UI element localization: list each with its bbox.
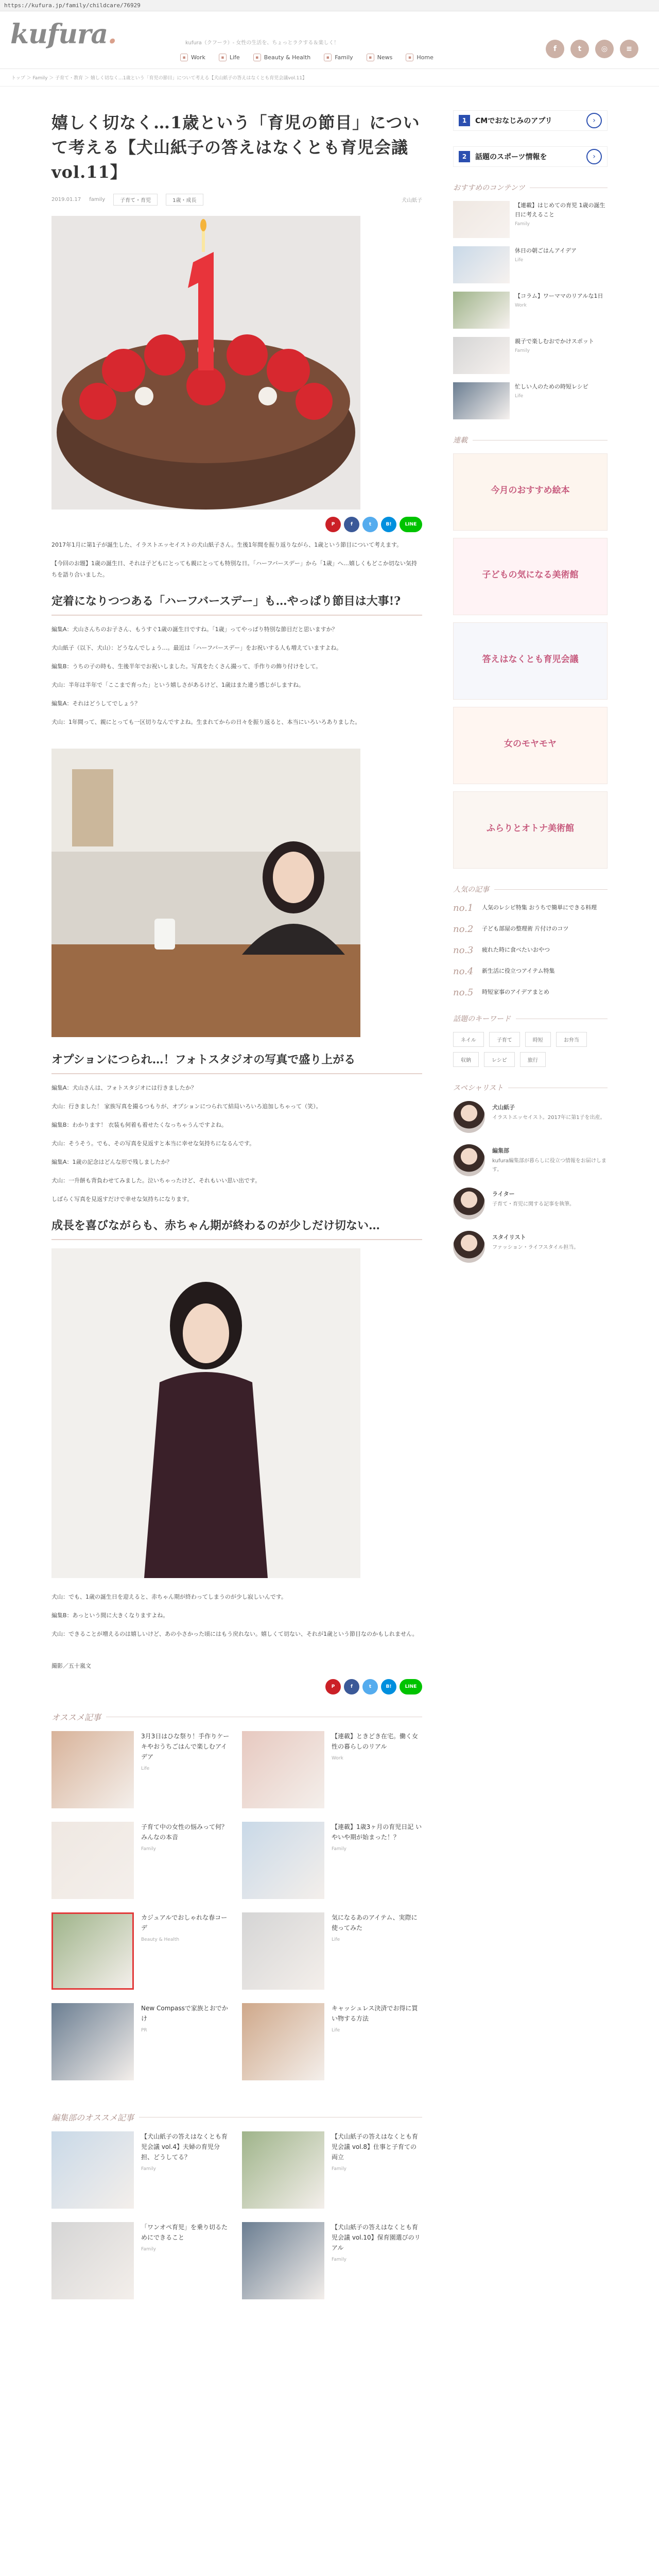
woman-at-table-photo — [51, 749, 360, 1037]
banner-item[interactable] — [453, 538, 608, 615]
ranking-item[interactable] — [453, 903, 608, 913]
section-heading: オプションにつられ…！フォトスタジオの写真で盛り上がる — [51, 1050, 422, 1074]
instagram-icon[interactable]: ◎ — [595, 40, 614, 58]
editors-heading: 編集部のオススメ記事 — [51, 2111, 422, 2123]
editors-item[interactable] — [51, 2131, 232, 2209]
recommend-title[interactable]: キャッシュレス決済でお得に買い物する方法 — [332, 2005, 418, 2022]
banner-item[interactable] — [453, 622, 608, 700]
editors-title[interactable]: 【犬山紙子の答えはなくとも育児会議 vol.8】仕事と子育ての両立 — [332, 2133, 419, 2161]
banner-title: 子どもの気になる美術館 — [482, 570, 579, 580]
pick-item[interactable] — [453, 337, 608, 374]
person-desc: ファッション・ライフスタイル担当。 — [492, 1245, 579, 1250]
person-item[interactable] — [453, 1144, 608, 1176]
woman-portrait-photo — [51, 1248, 360, 1578]
person-name[interactable]: 犬山紙子 — [492, 1104, 515, 1111]
recommend-thumb[interactable] — [242, 1731, 324, 1808]
recommend-thumb[interactable] — [51, 1912, 134, 1990]
editors-title[interactable]: 「ワンオペ育児」を乗り切るためにできること — [141, 2224, 228, 2241]
line-icon[interactable]: LINE — [400, 1679, 422, 1694]
social-links — [546, 40, 638, 58]
leaf-icon: ▪ — [219, 54, 227, 61]
ranking-item[interactable] — [453, 924, 608, 935]
editors-title[interactable]: 【犬山紙子の答えはなくとも育児会議 vol.10】保育園選びのリアル — [332, 2224, 421, 2251]
pick-item[interactable] — [453, 201, 608, 238]
body-paragraph: 犬山：そうそう。でも、その写真を見返すと本当に幸せな気持ちになるんです。 — [51, 1140, 255, 1147]
pick-item[interactable] — [453, 292, 608, 329]
pick-category: Family — [515, 348, 530, 353]
recommend-text-box — [141, 1912, 232, 1990]
ad-item[interactable] — [453, 146, 608, 167]
briefcase-icon: ▪ — [180, 54, 188, 61]
keyword-chip[interactable]: レシピ — [484, 1052, 515, 1067]
rank-number: no.2 — [453, 924, 474, 935]
keyword-chip[interactable]: 子育て — [489, 1032, 520, 1047]
ranking-item[interactable] — [453, 966, 608, 977]
pinterest-icon[interactable]: P — [325, 1679, 341, 1694]
pick-title[interactable]: 休日の朝ごはんアイデア — [515, 247, 577, 254]
body-paragraph: 犬山：できることが増えるのは嬉しいけど、あの小さかった頃にはもう戻れない。嬉しくて切ない、それが1歳という節目なのかもしれません。 — [51, 1631, 418, 1637]
banners-heading: 連載 — [453, 435, 608, 445]
pick-thumb — [453, 292, 510, 329]
recommend-text-box — [332, 1731, 422, 1808]
hero-image — [51, 216, 360, 510]
recommend-item[interactable] — [242, 2003, 422, 2080]
home-icon: ▪ — [406, 54, 413, 61]
nav-label: Life — [229, 54, 240, 61]
recommend-grid — [51, 1731, 422, 2080]
tag-chip[interactable]: 1歳・成長 — [166, 194, 203, 206]
recommend-item[interactable] — [51, 1731, 232, 1808]
line-icon[interactable]: LINE — [400, 517, 422, 532]
keyword-chip[interactable]: 旅行 — [520, 1052, 546, 1067]
pick-text-box — [515, 201, 608, 238]
keyword-chip[interactable]: ネイル — [453, 1032, 484, 1047]
article-body — [51, 539, 422, 1672]
editors-tag: Family — [141, 2166, 156, 2172]
recommend-item[interactable] — [51, 2003, 232, 2080]
banner-title: 今月のおすすめ絵本 — [491, 485, 570, 496]
recommend-item[interactable] — [242, 1822, 422, 1899]
main-nav — [180, 54, 433, 61]
recommend-tag: PR — [141, 2028, 147, 2033]
editors-thumb[interactable] — [51, 2222, 134, 2299]
editors-tag: Family — [332, 2257, 346, 2262]
nav-label: Home — [417, 54, 433, 61]
pick-category: Family — [515, 222, 530, 227]
interview-photo — [51, 749, 360, 1037]
avatar — [453, 1101, 485, 1133]
editors-tag: Family — [141, 2247, 156, 2252]
recommend-tag: Life — [141, 1766, 150, 1771]
rank-title[interactable]: 新生活に役立つアイテム特集 — [482, 968, 555, 974]
editors-thumb[interactable] — [51, 2131, 134, 2209]
chevron-right-icon[interactable]: › — [586, 149, 602, 164]
pick-text-box — [515, 292, 603, 329]
url-bar[interactable]: https://kufura.jp/family/childcare/76929 — [0, 0, 659, 11]
recommend-text-box — [141, 2003, 232, 2080]
banner-item[interactable] — [453, 453, 608, 531]
rank-title[interactable]: 人気のレシピ特集 おうちで簡単にできる料理 — [482, 904, 597, 911]
body-paragraph: 犬山：行きました！ 家族写真を撮るつもりが、オプションにつられて結局いろいろ追加しちゃって（笑）。 — [51, 1103, 322, 1110]
article-date: 2019.01.17 — [51, 197, 81, 202]
body-paragraph: 編集A：犬山さんちのお子さん、もうすぐ1歳の誕生日ですね。「1歳」ってやっぱり特別な節目だと思いますか？ — [51, 626, 338, 633]
logo-text: kufura — [10, 19, 108, 50]
banner-list — [453, 453, 608, 869]
site-header — [0, 11, 659, 69]
person-item[interactable] — [453, 1101, 608, 1133]
banner-item[interactable] — [453, 707, 608, 784]
nav-label: Family — [335, 54, 353, 61]
recommend-tag: Family — [332, 1846, 346, 1852]
people-heading: スペシャリスト — [453, 1082, 608, 1093]
nav-item-news[interactable] — [367, 54, 393, 61]
ranking-list — [453, 903, 608, 998]
editors-grid — [51, 2131, 422, 2299]
body-paragraph: 犬山：一升餅も背負わせてみました。泣いちゃったけど、それもいい思い出です。 — [51, 1177, 261, 1184]
banner-title: 女のモヤモヤ — [504, 739, 557, 749]
editors-text-box — [332, 2222, 422, 2299]
body-paragraph: 犬山：1年間って、親にとっても一区切りなんですよね。生まれてからの日々を振り返ると、本当にいろいろありました。 — [51, 719, 361, 725]
recommend-thumb[interactable] — [51, 1731, 134, 1808]
ad-number: 2 — [459, 151, 470, 162]
portrait-photo — [51, 1248, 360, 1578]
article-category[interactable]: family — [89, 197, 106, 202]
tag-chip[interactable]: 子育て・育児 — [113, 194, 158, 206]
sidebar — [453, 110, 608, 1274]
banner-title: 答えはなくとも育児会議 — [482, 654, 579, 665]
avatar — [453, 1231, 485, 1263]
intro-paragraph: 【今回のお題】1歳の誕生日、それは子どもにとっても親にとっても特別な日。「ハーフバースデー」から「1歳」へ…嬉しくもどこか切ない気持ちを語り合いました。 — [51, 560, 417, 578]
article — [51, 110, 422, 2299]
sparkle-icon: ▪ — [253, 54, 261, 61]
recommend-thumb[interactable] — [51, 2003, 134, 2080]
people-list — [453, 1101, 608, 1263]
tagline: kufura（クフーラ）- 女性の生活を、ちょっとラクする＆楽しく！ — [185, 40, 339, 46]
chevron-right-icon[interactable]: › — [586, 113, 602, 128]
person-desc: イラストエッセイスト。2017年に第1子を出産。 — [492, 1115, 605, 1121]
pick-text-box — [515, 382, 588, 419]
birthday-cake-illustration — [51, 216, 360, 510]
ranking-item[interactable] — [453, 987, 608, 998]
nav-item-work[interactable] — [180, 54, 205, 61]
ad-number: 1 — [459, 115, 470, 126]
hatena-icon[interactable]: B! — [381, 1679, 396, 1694]
keyword-chip[interactable]: お弁当 — [556, 1032, 587, 1047]
person-desc: 子育て・育児に関する記事を執筆。 — [492, 1201, 575, 1207]
body-paragraph: 編集B：わかります！ 衣装も何着も着せたくなっちゃうんですよね。 — [51, 1122, 228, 1128]
editors-text-box — [332, 2131, 422, 2209]
avatar — [453, 1144, 485, 1176]
rank-number: no.5 — [453, 987, 474, 998]
body-paragraph: しばらく写真を見返すだけで幸せな気持ちになります。 — [51, 1196, 193, 1202]
pick-thumb — [453, 382, 510, 419]
pick-category: Life — [515, 258, 524, 263]
site-logo[interactable]: kufura. — [10, 19, 117, 50]
editors-thumb[interactable] — [242, 2131, 324, 2209]
article-meta — [51, 194, 422, 206]
facebook-icon[interactable]: f — [344, 1679, 359, 1694]
person-name[interactable]: 編集部 — [492, 1147, 509, 1154]
body-paragraph: 編集A：1歳の記念はどんな形で残しましたか？ — [51, 1159, 172, 1165]
recommend-tag: Family — [141, 1846, 156, 1852]
keyword-list — [453, 1032, 608, 1067]
keyword-chip[interactable]: 収納 — [453, 1052, 479, 1067]
recommend-thumb[interactable] — [242, 2003, 324, 2080]
keywords-heading: 話題のキーワード — [453, 1013, 608, 1024]
recommend-text-box — [332, 2003, 422, 2080]
ranking-heading: 人気の記事 — [453, 884, 608, 894]
recommend-text-box — [332, 1912, 422, 1990]
body-paragraph: 犬山：半年は半年で「ここまで育った」という嬉しさがあるけど、1歳はまた違う感じがしますね。 — [51, 682, 304, 688]
recommend-title[interactable]: 子育て中の女性の悩みって何？みんなの本音 — [141, 1823, 228, 1841]
picks-list — [453, 201, 608, 419]
recommend-text-box — [141, 1822, 232, 1899]
person-name[interactable]: ライター — [492, 1191, 515, 1197]
editors-thumb[interactable] — [242, 2222, 324, 2299]
article-title: 嬉しく切なく…1歳という「育児の節目」について考える【犬山紙子の答えはなくとも育児会議 vol.11】 — [51, 113, 420, 182]
photo-credit: 撮影／五十嵐文 — [51, 1663, 91, 1669]
body-paragraph: 犬山紙子（以下、犬山）：どうなんでしょう…。最近は「ハーフバースデー」をお祝いする人も増えていますよね。 — [51, 645, 342, 651]
article-author[interactable]: 犬山紙子 — [402, 198, 422, 204]
person-item[interactable] — [453, 1231, 608, 1263]
nav-label: Work — [191, 54, 205, 61]
rank-title[interactable]: 疲れた時に食べたいおやつ — [482, 946, 550, 953]
rank-number: no.4 — [453, 966, 474, 977]
nav-label: Beauty & Health — [264, 54, 311, 61]
recommend-text-box — [141, 1731, 232, 1808]
pick-item[interactable] — [453, 382, 608, 419]
pick-item[interactable] — [453, 246, 608, 283]
editors-item[interactable] — [51, 2222, 232, 2299]
person-name[interactable]: スタイリスト — [492, 1234, 526, 1241]
recommend-item[interactable] — [242, 1731, 422, 1808]
editors-title[interactable]: 【犬山紙子の答えはなくとも育児会議 vol.4】夫婦の育児分担、どうしてる？ — [141, 2133, 228, 2161]
share-buttons-bottom — [51, 1679, 422, 1694]
recommend-title[interactable]: 気になるあのアイテム、実際に使ってみた — [332, 1914, 418, 1931]
recommend-title[interactable]: カジュアルでおしゃれな春コーデ — [141, 1914, 228, 1931]
banner-item[interactable] — [453, 791, 608, 869]
pick-thumb — [453, 337, 510, 374]
recommend-thumb[interactable] — [242, 1822, 324, 1899]
editors-item[interactable] — [242, 2222, 422, 2299]
recommend-thumb[interactable] — [242, 1912, 324, 1990]
recommend-title[interactable]: 【連載】ときどき在宅。働く女性の暮らしのリアル — [332, 1733, 419, 1750]
pick-thumb — [453, 246, 510, 283]
section-heading: 定着になりつつある「ハーフバースデー」も…やっぱり節目は大事!? — [51, 592, 422, 616]
recommend-text-box — [332, 1822, 422, 1899]
person-text — [492, 1144, 608, 1176]
pick-title[interactable]: 忙しい人のための時短レシピ — [515, 383, 588, 390]
recommend-item[interactable] — [51, 1822, 232, 1899]
recommend-title[interactable]: 【連載】1歳3ヶ月の育児日記 いやいや期が始まった！？ — [332, 1823, 422, 1841]
editors-text-box — [141, 2131, 232, 2209]
recommend-tag: Life — [332, 2028, 340, 2033]
twitter-icon[interactable]: t — [570, 40, 589, 58]
ad-list — [453, 110, 608, 167]
pick-title[interactable]: 【コラム】ワーママのリアルな1日 — [515, 293, 603, 299]
rank-number: no.1 — [453, 903, 474, 913]
pinterest-icon[interactable]: P — [325, 517, 341, 532]
intro-paragraph: 2017年1月に第1子が誕生した、イラストエッセイストの犬山紙子さん。生後1年間を振り返りながら、1歳という節目について考えます。 — [51, 541, 403, 548]
ad-item[interactable] — [453, 110, 608, 131]
ranking-item[interactable] — [453, 945, 608, 956]
rank-title[interactable]: 子ども部屋の整理術 片付けのコツ — [482, 925, 569, 932]
twitter-icon[interactable]: t — [362, 517, 378, 532]
recommend-tag: Beauty & Health — [141, 1937, 180, 1942]
news-icon: ▪ — [367, 54, 374, 61]
person-text — [492, 1231, 579, 1263]
recommend-tag: Work — [332, 1756, 343, 1761]
nav-item-family[interactable] — [324, 54, 353, 61]
pick-text-box — [515, 246, 577, 283]
pick-title[interactable]: 【連載】はじめての育児 1歳の誕生日に考えること — [515, 202, 605, 218]
recommend-title[interactable]: 3月3日はひな祭り！手作りケーキやおうちごはんで楽しむアイデア — [141, 1733, 230, 1760]
nav-item-home[interactable] — [406, 54, 433, 61]
rank-title[interactable]: 時短家事のアイデアまとめ — [482, 989, 550, 995]
nav-item-life[interactable] — [219, 54, 240, 61]
family-icon: ▪ — [324, 54, 332, 61]
person-text — [492, 1188, 575, 1219]
editors-text-box — [141, 2222, 232, 2299]
twitter-icon[interactable]: t — [362, 1679, 378, 1694]
person-text — [492, 1101, 605, 1133]
pick-category: Life — [515, 394, 524, 399]
pick-text-box — [515, 337, 594, 374]
recommend-tag: Life — [332, 1937, 340, 1942]
rank-number: no.3 — [453, 945, 474, 956]
recommend-item[interactable] — [242, 1912, 422, 1990]
recommend-title[interactable]: New Compassで家族とおでかけ — [141, 2005, 228, 2022]
body-paragraph: 編集B：あっという間に大きくなりますよね。 — [51, 1612, 169, 1619]
facebook-icon[interactable]: f — [344, 517, 359, 532]
banner-title: ふらりとオトナ美術館 — [487, 823, 574, 834]
editors-tag: Family — [332, 2166, 346, 2172]
ad-title[interactable]: 話題のスポーツ情報を — [475, 153, 547, 161]
facebook-icon[interactable]: f — [546, 40, 564, 58]
avatar — [453, 1188, 485, 1219]
ad-title[interactable]: CMでおなじみのアプリ — [475, 117, 552, 125]
editors-item[interactable] — [242, 2131, 422, 2209]
recommend-heading: オススメ記事 — [51, 1711, 422, 1723]
picks-heading: おすすめのコンテンツ — [453, 182, 608, 193]
person-desc: kufura編集部が暮らしに役立つ情報をお届けします。 — [492, 1158, 606, 1173]
body-paragraph: 編集A：それはどうしてでしょう？ — [51, 700, 141, 707]
rss-icon[interactable]: ≡ — [620, 40, 638, 58]
nav-item-beauty-health[interactable] — [253, 54, 311, 61]
body-paragraph: 犬山：でも、1歳の誕生日を迎えると、赤ちゃん期が終わってしまうのが少し寂しいんです。 — [51, 1594, 287, 1600]
nav-label: News — [377, 54, 393, 61]
hatena-icon[interactable]: B! — [381, 517, 396, 532]
body-paragraph: 編集A：犬山さんは、フォトスタジオには行きましたか？ — [51, 1084, 197, 1091]
body-paragraph: 編集B：うちの子の時も、生後半年でお祝いしました。写真をたくさん撮って、手作りの飾り付けをして。 — [51, 663, 322, 670]
recommend-item[interactable] — [51, 1912, 232, 1990]
person-item[interactable] — [453, 1188, 608, 1219]
keyword-chip[interactable]: 時短 — [525, 1032, 551, 1047]
pick-category: Work — [515, 303, 527, 308]
recommend-thumb[interactable] — [51, 1822, 134, 1899]
share-buttons — [51, 517, 422, 532]
pick-title[interactable]: 親子で楽しむおでかけスポット — [515, 338, 594, 345]
section-heading: 成長を喜びながらも、赤ちゃん期が終わるのが少しだけ切ない… — [51, 1216, 422, 1240]
pick-thumb — [453, 201, 510, 238]
breadcrumb: トップ ＞ Family ＞ 子育て・教育 ＞ 嬉しく切なく…1歳という「育児の節目」について考える【犬山紙子の答えはなくとも育児会議vol.11】 — [0, 69, 659, 87]
